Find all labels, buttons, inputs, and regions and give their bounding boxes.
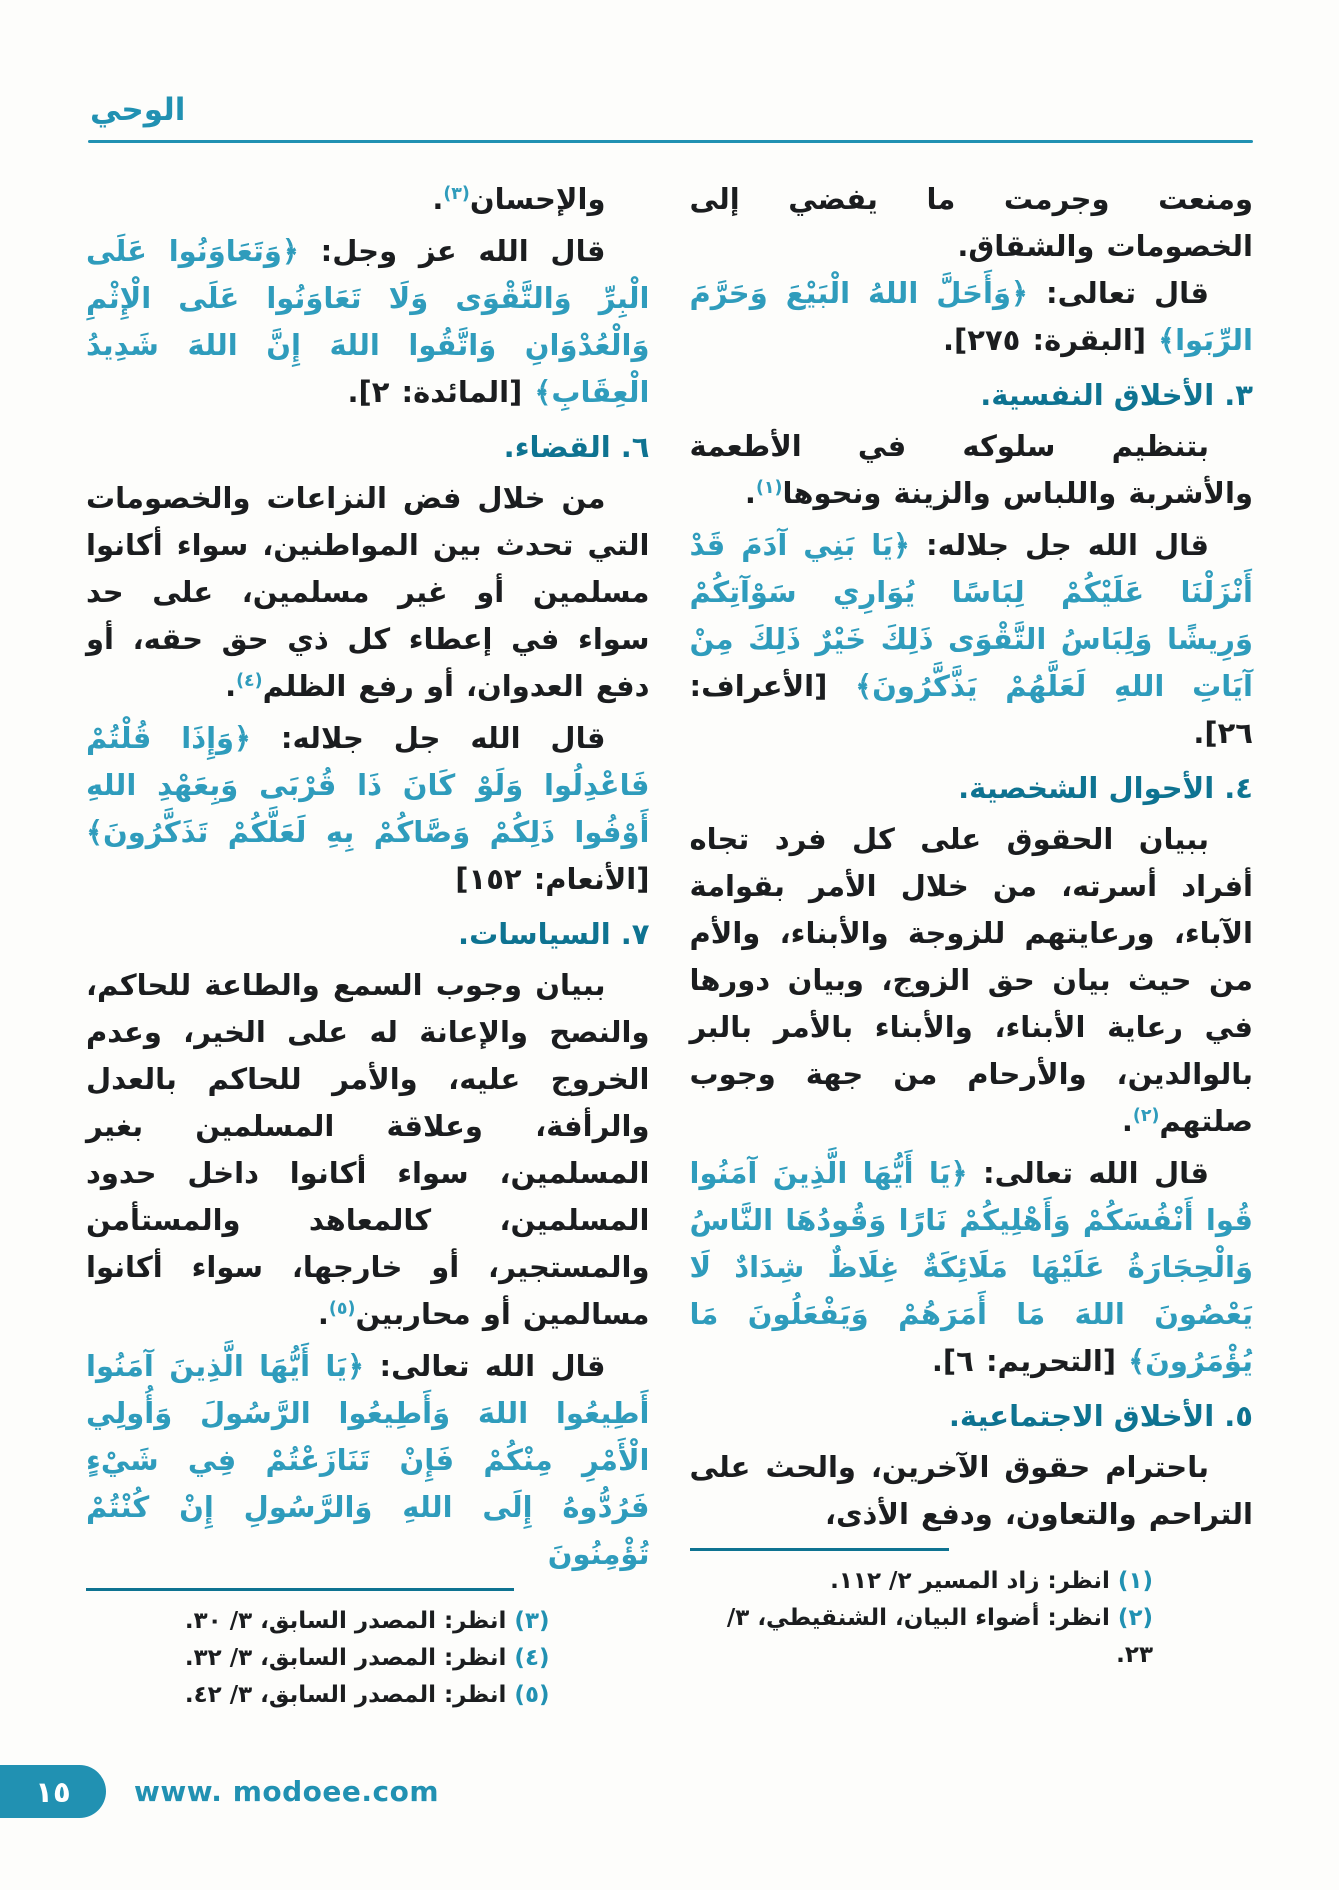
quran-verse: ﴿يَا أَيُّهَا الَّذِينَ آمَنُوا أَطِيعُوا اللهَ وَأَطِيعُوا الرَّسُولَ وَأُولِي الْأَمْرِ مِنْكُمْ فَإِنْ تَنَازَعْتُمْ فِي شَيْءٍ فَرُدُّوهُ إِلَى اللهِ وَالرَّسُولِ إِنْ كُنْتُمْ تُؤْمِنُونَ [86, 1349, 650, 1571]
page-number: ١٥ [35, 1774, 71, 1809]
footnote [690, 1600, 1254, 1674]
header-rule [88, 140, 1253, 143]
body-text: باحترام حقوق الآخرين، والحث على التراحم والتعاون، ودفع الأذى، [689, 1450, 1253, 1531]
footnote-text: انظر: أضواء البيان، الشنقيطي، ٣/ ٢٣. [726, 1605, 1153, 1668]
body-text: قال الله جل جلاله: [251, 721, 606, 755]
verse-reference: [البقرة: ٢٧٥]. [942, 323, 1159, 357]
footnote [86, 1640, 650, 1677]
quran-verse: ﴿يَا أَيُّهَا الَّذِينَ آمَنُوا قُوا أَنْفُسَكُمْ وَأَهْلِيكُمْ نَارًا وَقُودُهَا النَّاسُ وَالْحِجَارَةُ عَلَيْهَا مَلَائِكَةٌ غِلَاظٌ شِدَادٌ لَا يَعْصُونَ اللهَ مَا أَمَرَهُمْ وَيَفْعَلُونَ مَا يُؤْمَرُونَ﴾ [689, 1156, 1253, 1378]
footnote-marker: (٤) [236, 671, 263, 692]
footnote [86, 1677, 650, 1714]
body-text: قال الله تعالى: [967, 1156, 1209, 1190]
footnote-number: (٥) [514, 1682, 550, 1708]
paragraph [690, 423, 1254, 522]
column-left-footnotes-wrap [86, 1578, 650, 1714]
quran-verse: ﴿يَا بَنِي آدَمَ قَدْ أَنْزَلْنَا عَلَيْكُمْ لِبَاسًا يُوَارِي سَوْآتِكُمْ وَرِيشًا وَلِبَاسُ التَّقْوَى ذَلِكَ خَيْرٌ ذَلِكَ مِنْ آيَاتِ اللهِ لَعَلَّهُمْ يَذَّكَّرُونَ﴾ [689, 528, 1253, 703]
body-text: قال الله عز وجل: [298, 234, 606, 268]
body-text: . [1121, 1104, 1133, 1138]
verse-reference: [الأنعام: ١٥٢] [455, 862, 650, 896]
footnote-marker: (٥) [328, 1299, 356, 1320]
body-text: ببيان الحقوق على كل فرد تجاه أفراد أسرته، من خلال الأمر بقوامة الآباء، ورعايتهم للزوجة والأبناء، والأم من حيث بيان حق الزوج، وبيان دورها في رعاية الأبناء، والأبناء بالأمر بالبر بالوالدين، والأرحام من جهة وجوب صلتهم [689, 822, 1253, 1138]
body-text: . [744, 476, 756, 510]
body-text: من خلال فض النزاعات والخصومات التي تحدث بين المواطنين، سواء أكانوا مسلمين أو غير مسلمين، على حد سواء في إعطاء كل ذي حق حقه، أو دفع العدوان، أو رفع الظلم [86, 481, 650, 703]
column-right [689, 176, 1254, 1668]
quran-verse: ﴿وَأَحَلَّ اللهُ الْبَيْعَ وَحَرَّمَ الرِّبَوا﴾ [689, 276, 1253, 357]
section-heading: ٦. القضاء. [503, 430, 650, 464]
body-text: . [225, 669, 237, 703]
paragraph [690, 270, 1254, 364]
body-text: . [432, 182, 444, 216]
footnote-marker: (٣) [443, 184, 470, 205]
footnote [690, 1563, 1254, 1600]
quran-verse: ﴿وَإِذَا قُلْتُمْ فَاعْدِلُوا وَلَوْ كَانَ ذَا قُرْبَى وَبِعَهْدِ اللهِ أَوْفُوا ذَلِكُمْ وَصَّاكُمْ بِهِ لَعَلَّكُمْ تَذَكَّرُونَ﴾ [86, 721, 650, 849]
footnote [86, 1603, 650, 1640]
paragraph [690, 816, 1254, 1150]
main-content [86, 176, 1253, 1708]
paragraph [86, 715, 650, 903]
paragraph [690, 1150, 1254, 1385]
paragraph [690, 176, 1254, 270]
footnote-marker: (٢) [1132, 1106, 1160, 1127]
section-heading: ٣. الأخلاق النفسية. [980, 378, 1253, 412]
paragraph [86, 475, 650, 715]
footnote-text: انظر: المصدر السابق، ٣/ ٣٢. [184, 1645, 515, 1671]
footnote-number: (٣) [514, 1608, 550, 1634]
body-text: . [317, 1297, 329, 1331]
footnote-number: (٤) [514, 1645, 550, 1671]
paragraph [86, 176, 650, 228]
verse-reference: [الأعراف: ٢٦]. [689, 669, 1253, 750]
paragraph [86, 228, 650, 416]
footnote-separator [86, 1588, 514, 1591]
footer-website: www. modoee.com [134, 1775, 440, 1808]
body-text: ببيان وجوب السمع والطاعة للحاكم، والنصح والإعانة له على الخير، وعدم الخروج عليه، والأمر للحاكم بالعدل والرأفة، وعلاقة المسلمين بغير المسلمين، سواء أكانوا داخل حدود المسلمين، كالمعاهد والمستأمن والمستجير، أو خارجها، سواء أكانوا مسالمين أو محاربين [86, 968, 650, 1331]
body-text: قال تعالى: [1028, 276, 1209, 310]
section-heading: ٤. الأحوال الشخصية. [958, 771, 1253, 805]
quran-verse: ﴿وَتَعَاوَنُوا عَلَى الْبِرِّ وَالتَّقْوَى وَلَا تَعَاوَنُوا عَلَى الْإِثْمِ وَالْعُدْوَانِ وَاتَّقُوا اللهَ إِنَّ اللهَ شَدِيدُ الْعِقَابِ﴾ [86, 234, 650, 409]
body-text: قال الله تعالى: [364, 1349, 606, 1383]
paragraph [690, 1444, 1254, 1538]
body-text: بتنظيم سلوكه في الأطعمة والأشربة واللباس والزينة ونحوها [689, 429, 1253, 510]
paragraph [86, 1343, 650, 1578]
footnote-number: (٢) [1117, 1605, 1153, 1631]
body-text: قال الله جل جلاله: [910, 528, 1209, 562]
footnote-text: انظر: المصدر السابق، ٣/ ٣٠. [184, 1608, 515, 1634]
verse-reference: [التحريم: ٦]. [931, 1344, 1129, 1378]
column-right-footnotes [690, 1563, 1254, 1674]
footnote-marker: (١) [755, 478, 783, 499]
footnote-text: انظر: زاد المسير ٢/ ١١٢. [830, 1568, 1118, 1594]
column-left-content [86, 176, 650, 1578]
column-left [86, 176, 650, 1708]
footnote-separator [690, 1548, 949, 1551]
page-number-tab [0, 1765, 106, 1818]
body-text: والإحسان [469, 182, 606, 216]
verse-reference: [المائدة: ٢]. [347, 375, 535, 409]
body-text: ومنعت وجرمت ما يفضي إلى الخصومات والشقاق. [689, 182, 1253, 263]
footnote-text: انظر: المصدر السابق، ٣/ ٤٢. [184, 1682, 515, 1708]
paragraph [690, 522, 1254, 757]
column-right-footnotes-wrap [690, 1538, 1254, 1674]
page-header-title: الوحي [90, 92, 186, 128]
column-left-footnotes [86, 1603, 650, 1714]
section-heading: ٧. السياسات. [458, 917, 650, 951]
section-heading: ٥. الأخلاق الاجتماعية. [948, 1399, 1253, 1433]
paragraph [86, 962, 650, 1343]
footnote-number: (١) [1117, 1568, 1153, 1594]
column-right-content [690, 176, 1254, 1538]
